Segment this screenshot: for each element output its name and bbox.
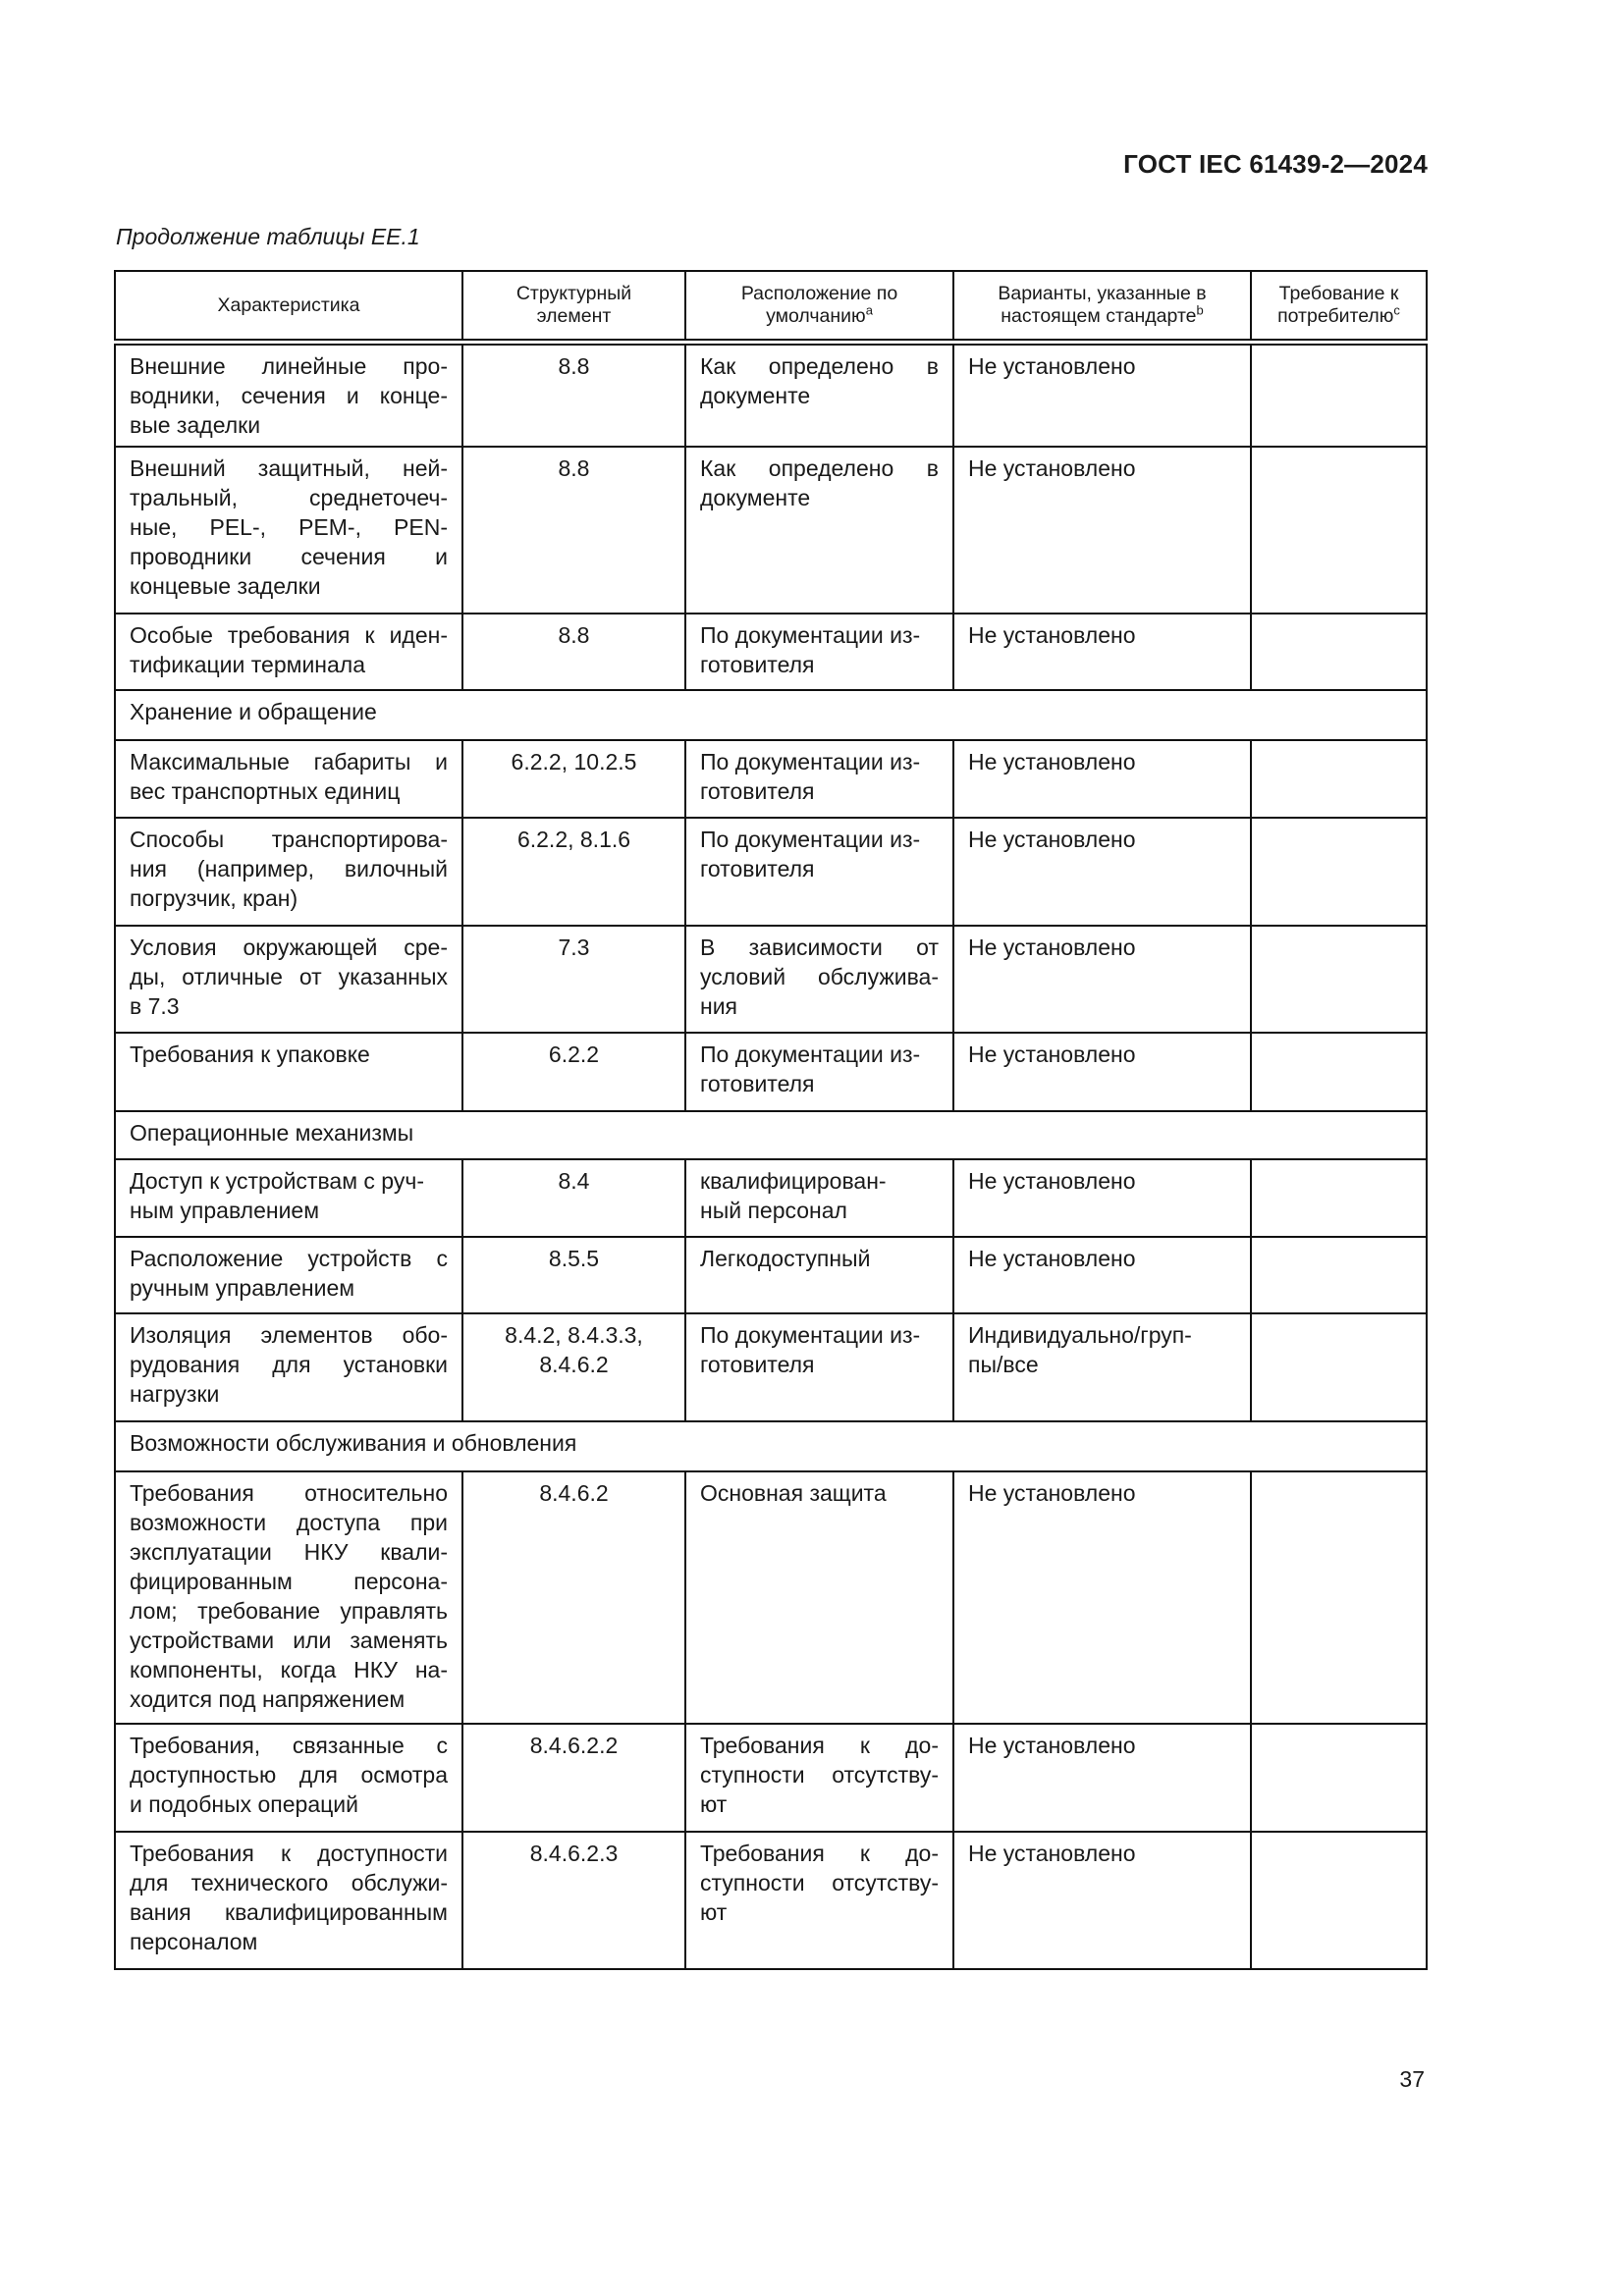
cell-structural-element [462,1471,685,1724]
cell-default-arrangement [685,818,953,926]
cell-text-line: ния [700,993,738,1019]
cell-text-line: По документации из- [700,1041,921,1067]
cell-text-line: ют [700,1791,728,1817]
cell-text-line: тральный, среднеточеч- [130,485,448,510]
cell-text-line: пы/все [968,1352,1039,1377]
cell-text-line: ные, PEL-, PEM-, PEN- [130,514,448,540]
table-row [115,1033,1427,1111]
cell-characteristic [115,1237,462,1313]
cell-structural-element [462,1313,685,1421]
cell-user-requirement [1251,614,1427,690]
cell-text-line: Не установлено [968,1480,1136,1506]
cell-characteristic [115,1159,462,1237]
cell-default-arrangement [685,1832,953,1969]
cell-text-line: Условия окружающей сре- [130,934,448,960]
cell-default-arrangement [685,614,953,690]
cell-text-line: рудования для установки [130,1352,448,1377]
cell-text-line: доступностью для осмотра [130,1762,448,1788]
cell-text-line: Не установлено [968,1246,1136,1271]
cell-structural-element [462,614,685,690]
cell-text-line: Требования к до- [700,1733,939,1758]
cell-default-arrangement [685,1724,953,1832]
cell-default-arrangement [685,1237,953,1313]
cell-text-line: Как определено в [700,353,939,379]
cell-default-arrangement [685,1159,953,1237]
cell-text-line: По документации из- [700,622,921,648]
cell-variants [953,1237,1251,1313]
cell-text-line: Не установлено [968,1841,1136,1866]
cell-text-line: в 7.3 [130,993,180,1019]
cell-text-line: вания квалифицированным [130,1899,448,1925]
cell-text-line: вые заделки [130,412,261,438]
cell-structural-element [462,740,685,818]
cell-text-line: 8.8 [558,455,590,481]
cell-text-line: Основная защита [700,1480,887,1506]
cell-text-line: ный персонал [700,1198,847,1223]
table-row [115,614,1427,690]
cell-text-line: документе [700,383,811,408]
cell-text-line: 8.4.2, 8.4.3.3, [505,1322,643,1348]
cell-structural-element [462,818,685,926]
cell-characteristic [115,926,462,1033]
cell-text-line: По документации из- [700,1322,921,1348]
cell-user-requirement [1251,1724,1427,1832]
cell-characteristic [115,740,462,818]
cell-user-requirement [1251,1313,1427,1421]
cell-variants [953,740,1251,818]
cell-text-line: условий обслужива- [700,964,939,989]
cell-text-line: ступности отсутству- [700,1762,939,1788]
cell-structural-element [462,926,685,1033]
cell-text-line: Доступ к устройствам с руч- [130,1168,424,1194]
cell-text-line: По документации из- [700,827,921,852]
cell-characteristic [115,1313,462,1421]
cell-text-line: квалифицирован- [700,1168,887,1194]
cell-text-line: Внешние линейные про- [130,353,448,379]
cell-user-requirement [1251,1159,1427,1237]
cell-characteristic [115,1724,462,1832]
cell-text-line: водники, сечения и конце- [130,383,448,408]
cell-text-line: 8.8 [558,622,590,648]
table-row [115,1724,1427,1832]
section-label: Операционные механизмы [115,1111,1427,1159]
cell-text-line: погрузчик, кран) [130,885,298,911]
cell-text-line: Требования к упаковке [130,1041,370,1067]
cell-text-line: Индивидуально/груп- [968,1322,1192,1348]
cell-default-arrangement [685,740,953,818]
section-label: Хранение и обращение [115,690,1427,740]
cell-default-arrangement [685,447,953,614]
cell-text-line: готовителя [700,1071,815,1096]
cell-user-requirement [1251,1471,1427,1724]
cell-text-line: Не установлено [968,1168,1136,1194]
table-row [115,343,1427,448]
cell-text-line: Максимальные габариты и [130,749,448,774]
cell-characteristic [115,1033,462,1111]
cell-characteristic [115,614,462,690]
requirements-table [114,270,1428,1970]
cell-text-line: Как определено в [700,455,939,481]
table-row [115,1471,1427,1724]
cell-text-line: По документации из- [700,749,921,774]
cell-text-line: документе [700,485,811,510]
cell-variants [953,614,1251,690]
cell-text-line: 8.4 [558,1168,590,1194]
cell-text-line: Не установлено [968,1041,1136,1067]
table-row [115,1237,1427,1313]
cell-text-line: Не установлено [968,455,1136,481]
table-row [115,740,1427,818]
cell-text-line: Не установлено [968,622,1136,648]
cell-text-line: Требования к доступности [130,1841,448,1866]
document-code: ГОСТ IEC 61439-2—2024 [1123,149,1428,179]
cell-characteristic [115,343,462,448]
table-section-row [115,1111,1427,1159]
cell-text-line: готовителя [700,856,815,881]
table-header-row [115,271,1427,343]
cell-characteristic [115,447,462,614]
cell-variants [953,926,1251,1033]
cell-structural-element [462,343,685,448]
table-section-row [115,1421,1427,1471]
cell-text-line: готовителя [700,778,815,804]
page-number: 37 [1399,2066,1425,2092]
column-header-default-arrangement: Расположение по умолчанию$^a$ [685,271,953,343]
cell-variants [953,1033,1251,1111]
cell-text-line: Не установлено [968,1733,1136,1758]
cell-default-arrangement [685,343,953,448]
table-row [115,1159,1427,1237]
table-row [115,818,1427,926]
cell-text-line: Требования относительно [130,1480,448,1506]
cell-user-requirement [1251,343,1427,448]
cell-user-requirement [1251,1832,1427,1969]
table-row [115,926,1427,1033]
cell-text-line: вес транспортных единиц [130,778,401,804]
cell-user-requirement [1251,740,1427,818]
table-row [115,447,1427,614]
cell-text-line: персоналом [130,1929,258,1954]
cell-text-line: 8.5.5 [548,1246,600,1271]
cell-text-line: Способы транспортирова- [130,827,448,852]
cell-characteristic [115,818,462,926]
cell-user-requirement [1251,1033,1427,1111]
table-section-row [115,690,1427,740]
cell-structural-element [462,1724,685,1832]
cell-text-line: ды, отличные от указанных [130,964,448,989]
cell-text-line: Особые требования к иден- [130,622,448,648]
cell-text-line: 8.4.6.2.2 [529,1733,619,1758]
table-caption: Продолжение таблицы ЕЕ.1 [116,224,420,249]
column-header-structural-element: Структурный элемент [462,271,685,343]
cell-text-line: Расположение устройств с [130,1246,448,1271]
table-body [115,343,1427,1970]
cell-variants [953,1832,1251,1969]
cell-structural-element [462,1033,685,1111]
cell-text-line: готовителя [700,652,815,677]
cell-text-line: 8.4.6.2.3 [529,1841,619,1866]
cell-user-requirement [1251,447,1427,614]
table-row [115,1832,1427,1969]
cell-structural-element [462,1832,685,1969]
cell-text-line: 8.4.6.2 [539,1480,609,1506]
cell-text-line: Не установлено [968,353,1136,379]
cell-text-line: ют [700,1899,728,1925]
cell-text-line: концевые заделки [130,573,321,599]
cell-structural-element [462,1159,685,1237]
cell-text-line: 7.3 [558,934,590,960]
cell-structural-element [462,447,685,614]
column-header-user-requirement: Требование к потребителю$^c$ [1251,271,1427,343]
cell-text-line: В зависимости от [700,934,939,960]
cell-text-line: фицированным персона- [130,1569,448,1594]
cell-text-line: проводники сечения и [130,544,448,569]
cell-text-line: 8.8 [558,353,590,379]
cell-text-line: для технического обслужи- [130,1870,448,1896]
cell-text-line: 6.2.2 [548,1041,600,1067]
cell-variants [953,1724,1251,1832]
cell-variants [953,1159,1251,1237]
cell-text-line: ходится под напряжением [130,1686,406,1712]
cell-user-requirement [1251,1237,1427,1313]
cell-text-line: Внешний защитный, ней- [130,455,448,481]
cell-text-line: ным управлением [130,1198,320,1223]
cell-variants [953,343,1251,448]
cell-text-line: и подобных операций [130,1791,358,1817]
cell-text-line: 8.4.6.2 [539,1352,609,1377]
column-header-variants: Варианты, указанные в настоящем стандарте$^b$ [953,271,1251,343]
cell-text-line: Требования к до- [700,1841,939,1866]
cell-text-line: Легкодоступный [700,1246,871,1271]
cell-structural-element [462,1237,685,1313]
cell-text-line: тификации терминала [130,652,365,677]
cell-text-line: Не установлено [968,827,1136,852]
cell-characteristic [115,1471,462,1724]
cell-text-line: готовителя [700,1352,815,1377]
cell-variants [953,1471,1251,1724]
cell-text-line: ния (например, вилочный [130,856,448,881]
cell-user-requirement [1251,926,1427,1033]
cell-default-arrangement [685,1313,953,1421]
section-label: Возможности обслуживания и обновления [115,1421,1427,1471]
cell-text-line: устройствами или заменять [130,1628,448,1653]
cell-text-line: Не установлено [968,934,1136,960]
cell-text-line: лом; требование управлять [130,1598,448,1624]
cell-text-line: 6.2.2, 10.2.5 [511,749,637,774]
cell-text-line: возможности доступа при [130,1510,448,1535]
cell-text-line: ручным управлением [130,1275,355,1301]
cell-text-line: нагрузки [130,1381,220,1407]
cell-text-line: ступности отсутству- [700,1870,939,1896]
cell-text-line: Требования, связанные с [130,1733,448,1758]
cell-variants [953,447,1251,614]
table-row [115,1313,1427,1421]
cell-text-line: 6.2.2, 8.1.6 [516,827,631,852]
cell-variants [953,818,1251,926]
cell-text-line: Не установлено [968,749,1136,774]
cell-default-arrangement [685,1033,953,1111]
column-header-characteristic: Характеристика [115,271,462,343]
cell-characteristic [115,1832,462,1969]
cell-user-requirement [1251,818,1427,926]
cell-variants [953,1313,1251,1421]
cell-text-line: компоненты, когда НКУ на- [130,1657,448,1682]
cell-default-arrangement [685,926,953,1033]
cell-text-line: Изоляция элементов обо- [130,1322,448,1348]
cell-text-line: эксплуатации НКУ квали- [130,1539,448,1565]
cell-default-arrangement [685,1471,953,1724]
